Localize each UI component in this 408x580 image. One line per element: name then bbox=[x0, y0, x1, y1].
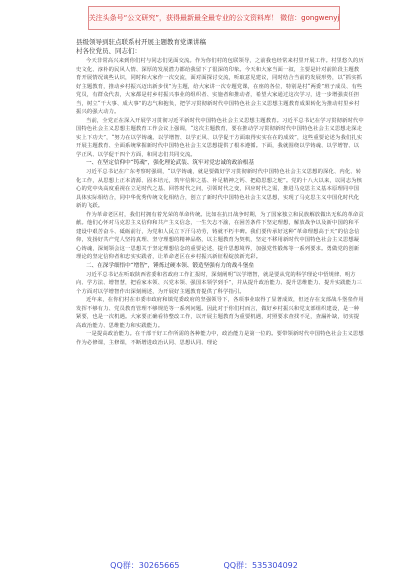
paragraph: 作为革命老区村，我们村拥有着光荣的革命传统。比如在抗日战争时期，为了国家独立和民族解放做出无私的革命贡献。他们心怀对马克思主义信仰和共产主义信念，一生矢志不渝，在困苦条件下坚定理想，解放战争以及新中国的和平建设中艰苦奋斗、砥砺前行，为党和人民立下汗马功劳，铸就不朽丰碑。我们要传承好这种“革命理想高于天”的信念信仰，发扬好共产党人坚持真理、坚守理想的精神品格，以主题教育为契机，坚定不移用新时代中国特色社会主义思想凝心铸魂，深刻领会这一思想关于坚定理想信念的重要论述，提升思想境界，加强党性锻炼等一系列要求。勇做党的创新理论的坚定信仰者和忠实实践者，让革命老区在乡村振兴新征程绽放新光彩。 bbox=[76, 211, 364, 260]
paragraph: 今天非常高兴来到你们村与同志们见面交流。作为你们村的包联领导，之前我也经常来村里开展工作。村里悠久的历史文化、淳朴的民风人情、深厚的发展潜力都给我留下了很深的印象。今天和大家当面一叙，主要是针对前阶段主题教育开展情况谈些认识，同时和大家作一次交流，面对面探讨交流，听取意见建议，同时结合当前的发展形势，以“抓实抓好主题教育，推动乡村振兴迈出新步伐”为主题，给大家讲一次专题党课，在座的各位，特别是村“两委”班子成员、有些党员，有群众代表，大家都是村乡村振兴事业的组织者、实施者和推动者，希望大家通过这次学习，进一步增强责任担当，树立“干大事、成大事”的志气和抱负，把学习贯彻新时代中国特色社会主义思想主题教育成果转化为推动村里乡村振兴的强大动力。 bbox=[76, 58, 364, 115]
footer-qq-group-left: QQ群：30265665 bbox=[110, 561, 180, 570]
paragraph: 习近平总书记在广东考察时强调，“以学铸魂，就是要做好学习贯彻新时代中国特色社会主义思想的深化、内化、转化工作，从思想上正本清源、固本培元，筑牢信仰之基、补足精神之钙、把稳思想之舵”。党的十八大以来，以同志为核心的党中央高度重视在立足时代之基、回答时代之问，引领时代之变，回应时代之需，推进马克思主义基本原理同中国具体实际相结合，同中华优秀传统文化相结合，创立了新时代中国特色社会主义思想，实现了马克思主义中国化时代化新的飞跃。 bbox=[76, 169, 363, 209]
document-body bbox=[76, 38, 364, 347]
paragraph: 近年来，在你们村在市委市政府和镇党委政府的坚强领导下，各项事业取得了显著成效，但还存在支部战斗堡垒作用发挥不够有力、党员教育管理不够规范等一系列问题。因此对于你们村而言，做好乡村振兴和党支部组织建设，是一种紧要，也是一次机遇。大家要正确看待整改工作，以开展主题教育为重要机遇，对照要求查找不足，查漏补缺，切实提高政治能力、思维能力和实践能力。 bbox=[76, 297, 364, 329]
promo-banner-text: 关注头条号“公文研究”，获得最新最全最专业的公文资料库！ 微信：gongwenyj bbox=[88, 14, 340, 22]
section-heading: 二、在深学细悟中“增智”，锤炼过硬本领、锻造坚强有力的战斗堡垒 bbox=[86, 262, 254, 269]
promo-banner bbox=[88, 6, 340, 30]
document-title: 县级领导到驻点联系村开展主题教育党课讲稿 bbox=[76, 38, 206, 46]
section-heading: 一、在坚定信仰中“铸魂”，强化理论武装、筑牢对党忠诚的政治根基 bbox=[86, 160, 254, 166]
paragraph: 当前，全党正在深入开展学习贯彻习近平新时代中国特色社会主义思想主题教育。习近平总书记在学习贯彻新时代中国特色社会主义思想主题教育工作会议上强调，“这次主题教育，要在推动学习贯彻新时代中国特色社会主义思想走深走实上下功夫”，“努力在以学铸魂、以学增智、以学正风、以学促干方面取得实实在在的成效”，这些重要论述为我们扎实开展主题教育、全面系统掌握新时代中国特色社会主义思想提供了根本遵循。下面，我就围绕以学铸魂、以学增智、以学正风、以学促干四个方面，和同志们共同交流。 bbox=[76, 117, 364, 158]
greeting: 村各位党员、同志们： bbox=[76, 47, 141, 55]
footer bbox=[0, 560, 408, 571]
footer-qq-group-right: QQ群：535304092 bbox=[223, 561, 298, 570]
paragraph: 习近平总书记在听取陕西省委和省政府工作汇报时，深刻阐明“以学增智，就是要从党的科学理论中悟规律、明方向、学方法、增智慧，把看家本领、兴党本领、强国本领学到手”，并从提升政治能力、提升思维能力、提升实践能力三个方面对以学增智作出深刻阐述，为开展好主题教育提供了科学指引。 bbox=[76, 271, 363, 295]
paragraph: 一是提高政治能力。在干部干好工作所需的各种能力中，政治能力是第一位的。要带领新时代中国特色社会主义思想作为必修课，主修课，不断增进政治认同、思想认同、理论 bbox=[76, 331, 364, 346]
